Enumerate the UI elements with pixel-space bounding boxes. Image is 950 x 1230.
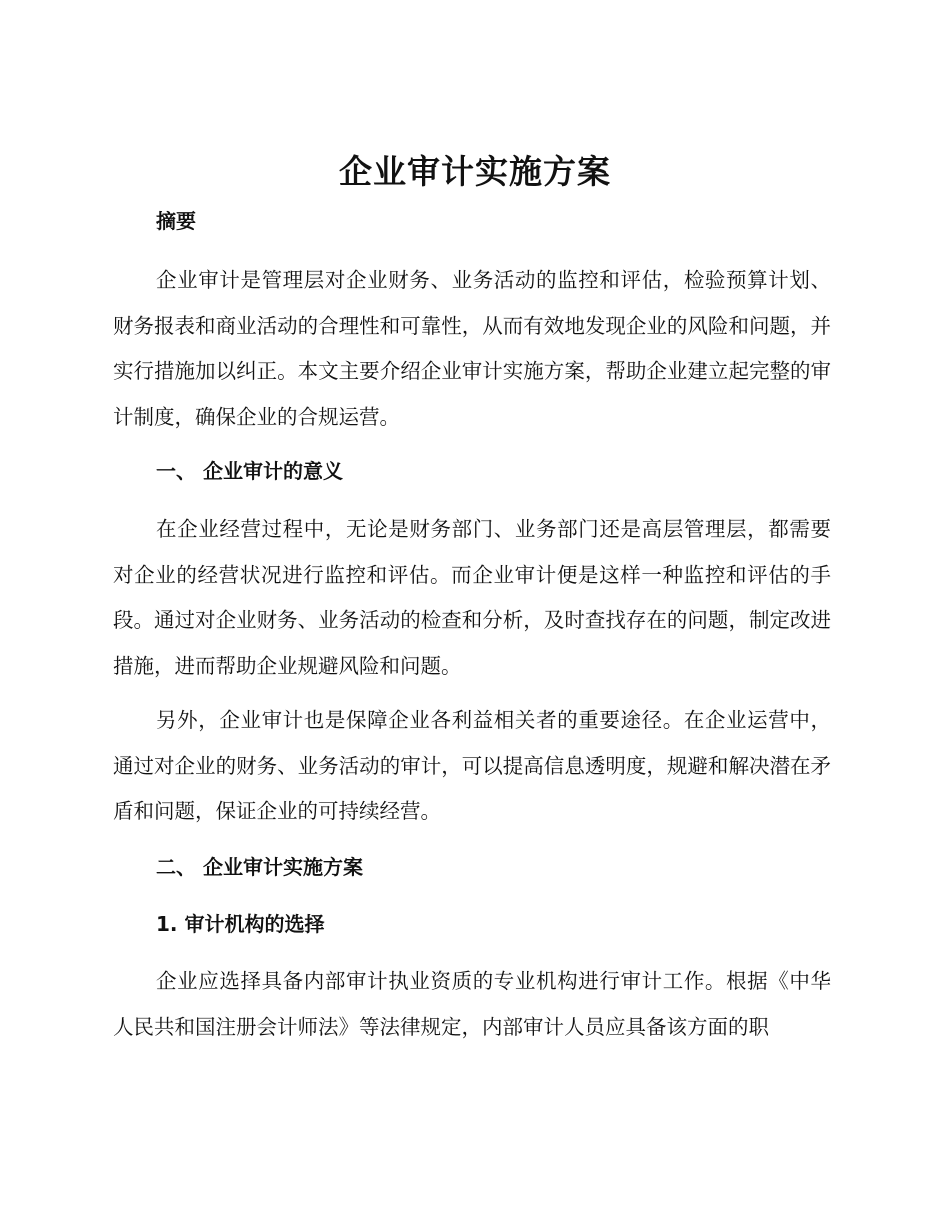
abstract-heading: 摘要 [156, 209, 196, 233]
subsection-1-paragraph: 企业应选择具备内部审计执业资质的专业机构进行审计工作。根据《中华人民共和国注册会计师法》等法律规定，内部审计人员应具备该方面的职 [113, 969, 831, 1039]
document-title: 企业审计实施方案 [339, 152, 611, 191]
subsection-1-heading: 1. 审计机构的选择 [156, 912, 325, 936]
section-1-paragraph-1: 在企业经营过程中，无论是财务部门、业务部门还是高层管理层，都需要对企业的经营状况进行监控和评估。而企业审计便是这样一种监控和评估的手段。通过对企业财务、业务活动的检查和分析，及时查找存在的问题，制定改进措施，进而帮助企业规避风险和问题。 [113, 517, 831, 678]
section-1-paragraph-2: 另外，企业审计也是保障企业各利益相关者的重要途径。在企业运营中，通过对企业的财务、业务活动的审计，可以提高信息透明度，规避和解决潜在矛盾和问题，保证企业的可持续经营。 [113, 708, 831, 823]
section-1-heading: 一、 企业审计的意义 [156, 459, 343, 483]
abstract-paragraph: 企业审计是管理层对企业财务、业务活动的监控和评估，检验预算计划、财务报表和商业活动的合理性和可靠性，从而有效地发现企业的风险和问题，并实行措施加以纠正。本文主要介绍企业审计实施方案，帮助企业建立起完整的审计制度，确保企业的合规运营。 [113, 268, 831, 429]
section-2-heading: 二、 企业审计实施方案 [156, 855, 363, 879]
